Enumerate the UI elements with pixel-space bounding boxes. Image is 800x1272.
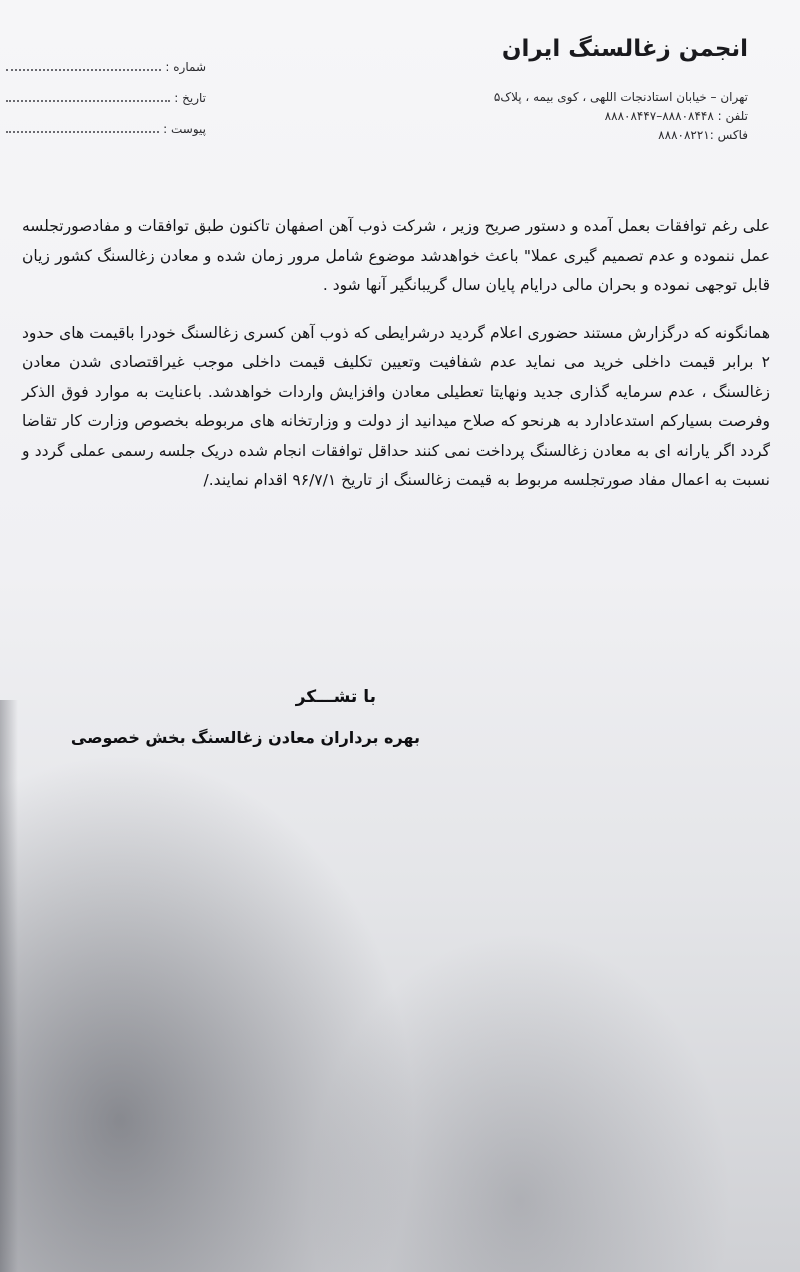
reference-attachment-label: پیوست : <box>163 122 206 136</box>
page-shadow <box>0 700 18 1272</box>
organization-name: انجمن زغالسنگ ایران <box>501 36 748 62</box>
reference-number-blank <box>6 61 161 71</box>
reference-date-label: تاریخ : <box>174 91 206 105</box>
phone-line: تلفن : ۸۸۸۰۸۴۴۸–۸۸۸۰۸۴۴۷ <box>604 109 748 123</box>
closing-signer: بهره برداران معادن زغالسنگ بخش خصوصی <box>70 728 420 747</box>
reference-attachment-row <box>6 122 206 153</box>
reference-date-blank <box>6 92 170 102</box>
letter-closing <box>60 684 420 750</box>
reference-attachment-blank <box>6 123 159 133</box>
body-paragraph-2: همانگونه که درگزارش مستند حضوری اعلام گردید درشرایطی که ذوب آهن کسری زغالسنگ خودرا باقیمت های حدود ۲ برابر قیمت داخلی خرید می نماید عدم شفافیت وتعیین تکلیف قیمت داخلی موجب غیراقتصادی شدن معادن زغالسنگ ، عدم سرمایه گذاری جدید ونهایتا تعطیلی معادن وافزایش واردات خواهدشد. باعنایت به موارد فوق الذکر وفرصت بسیارکم استدعادارد به هرنحو که صلاح میدانید از دولت و وزارتخانه های مربوطه بخصوص وزارت کار تقاضا گردد اگر یارانه ای به معادن زغالسنگ پرداخت نمی کنند حداقل توافقات انجام شده دریک جلسه رسمی عملی گردد و نسبت به اعمال مفاد صورتجلسه مربوط به قیمت زغالسنگ از تاریخ ۹۶/۷/۱ اقدام نمایند./ <box>22 323 770 489</box>
address-line: تهران – خیابان استادنجات اللهی ، کوی بیمه ، پلاک۵ <box>493 90 748 104</box>
fax-line: فاکس :۸۸۸۰۸۲۲۱ <box>658 128 748 142</box>
reference-date-row <box>6 91 206 122</box>
closing-thanks: با تشـــکر <box>295 687 376 707</box>
letterhead-contact <box>494 88 748 145</box>
letter-body <box>22 212 770 514</box>
reference-number-label: شماره : <box>165 60 206 74</box>
body-paragraph-1: علی رغم توافقات بعمل آمده و دستور صریح وزیر ، شرکت ذوب آهن اصفهان تاکنون طبق توافقات و مفادصورتجلسه عمل ننموده و عدم تصمیم گیری عملا" باعث خواهدشد موضوع شامل مرور زمان شده و معادن زغالسنگ کشور زیان قابل توجهی نموده و بحران مالی درایام پایان سال گریبانگیر آنها شود . <box>22 217 770 294</box>
reference-fields <box>6 60 206 153</box>
reference-number-row <box>6 60 206 91</box>
